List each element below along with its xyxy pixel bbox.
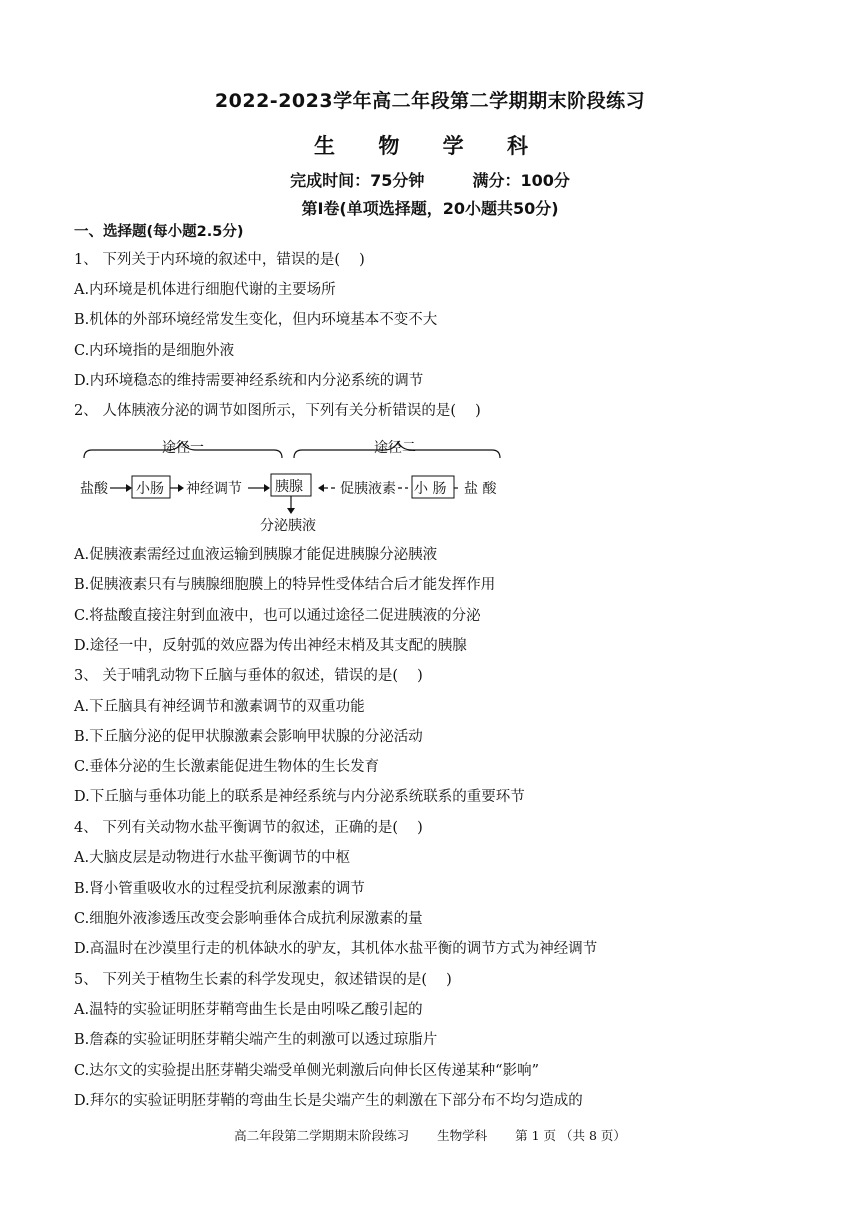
option: C.细胞外液渗透压改变会影响垂体合成抗利尿激素的量 [74, 911, 423, 927]
option: D.拜尔的实验证明胚芽鞘的弯曲生长是尖端产生的刺激在下部分布不均匀造成的 [74, 1093, 583, 1109]
full-score: 满分：100分 [472, 171, 570, 190]
intestine-right-label: 小 肠 [414, 481, 447, 497]
arrow-left-icon [318, 484, 324, 492]
exam-title: 2022-2023学年高二年段第二学期期末阶段练习 [214, 90, 646, 112]
page-footer [0, 1126, 860, 1144]
option: B.促胰液素只有与胰腺细胞膜上的特异性受体结合后才能发挥作用 [74, 577, 496, 593]
option: B.肾小管重吸收水的过程受抗利尿激素的调节 [74, 881, 365, 897]
option: B.机体的外部环境经常发生变化，但内环境基本不变不大 [74, 312, 438, 328]
pancreas-regulation-diagram [78, 436, 518, 536]
question-stem: 2、 人体胰液分泌的调节如图所示，下列有关分析错误的是( ) [74, 403, 481, 419]
exam-info [0, 168, 860, 191]
option: D.高温时在沙漠里行走的机体缺水的驴友，其机体水盐平衡的调节方式为神经调节 [74, 941, 598, 957]
path-two-label: 途径二 [374, 440, 416, 456]
arrow-down-icon [287, 508, 295, 514]
question-stem: 4、 下列有关动物水盐平衡调节的叙述，正确的是( ) [74, 820, 423, 836]
arrow-icon [126, 484, 132, 492]
option: B.詹森的实验证明胚芽鞘尖端产生的刺激可以透过琼脂片 [74, 1032, 438, 1048]
option: A.下丘脑具有神经调节和激素调节的双重功能 [74, 699, 365, 715]
option: C.达尔文的实验提出胚芽鞘尖端受单侧光刺激后向伸长区传递某种“影响” [74, 1063, 540, 1079]
option: A.大脑皮层是动物进行水盐平衡调节的中枢 [74, 850, 351, 866]
option: A.内环境是机体进行细胞代谢的主要场所 [74, 282, 336, 298]
option: A.促胰液素需经过血液运输到胰腺才能促进胰腺分泌胰液 [74, 547, 438, 563]
volume-heading: 第Ⅰ卷(单项选择题，20小题共50分) [301, 199, 559, 218]
option: C.将盐酸直接注射到血液中，也可以通过途径二促进胰液的分泌 [74, 608, 481, 624]
option: D.内环境稳态的维持需要神经系统和内分泌系统的调节 [74, 373, 424, 389]
option: C.垂体分泌的生长激素能促进生物体的生长发育 [74, 759, 380, 775]
footer-exam: 高二年段第二学期期末阶段练习 [234, 1128, 410, 1143]
question-stem: 3、 关于哺乳动物下丘脑与垂体的叙述，错误的是( ) [74, 668, 423, 684]
section-heading: 一、选择题(每小题2.5分) [74, 224, 244, 240]
option: D.途径一中，反射弧的效应器为传出神经末梢及其支配的胰腺 [74, 638, 467, 654]
neural-regulation-label: 神经调节 [186, 481, 242, 497]
time-limit: 完成时间：75分钟 [290, 171, 425, 190]
option: B.下丘脑分泌的促甲状腺激素会影响甲状腺的分泌活动 [74, 729, 423, 745]
hcl-right-label: 盐 酸 [464, 481, 497, 497]
secretin-label: 促胰液素 [340, 481, 396, 497]
secrete-label: 分泌胰液 [260, 518, 316, 534]
question-stem: 5、 下列关于植物生长素的科学发现史，叙述错误的是( ) [74, 972, 452, 988]
footer-page-number: 第 1 页 （共 8 页） [515, 1128, 626, 1143]
footer-subject: 生物学科 [437, 1128, 488, 1143]
question-stem: 1、 下列关于内环境的叙述中，错误的是( ) [74, 252, 365, 268]
hcl-left-label: 盐酸 [80, 481, 108, 497]
option: A.温特的实验证明胚芽鞘弯曲生长是由吲哚乙酸引起的 [74, 1002, 423, 1018]
option: C.内环境指的是细胞外液 [74, 343, 235, 359]
pancreas-label: 胰腺 [275, 479, 303, 495]
option: D.下丘脑与垂体功能上的联系是神经系统与内分泌系统联系的重要环节 [74, 789, 525, 805]
path-one-label: 途径一 [162, 440, 204, 456]
intestine-left-label: 小肠 [136, 481, 164, 497]
subject-title: 生 物 学 科 [314, 134, 546, 158]
arrow-icon [264, 484, 270, 492]
arrow-icon [178, 484, 184, 492]
